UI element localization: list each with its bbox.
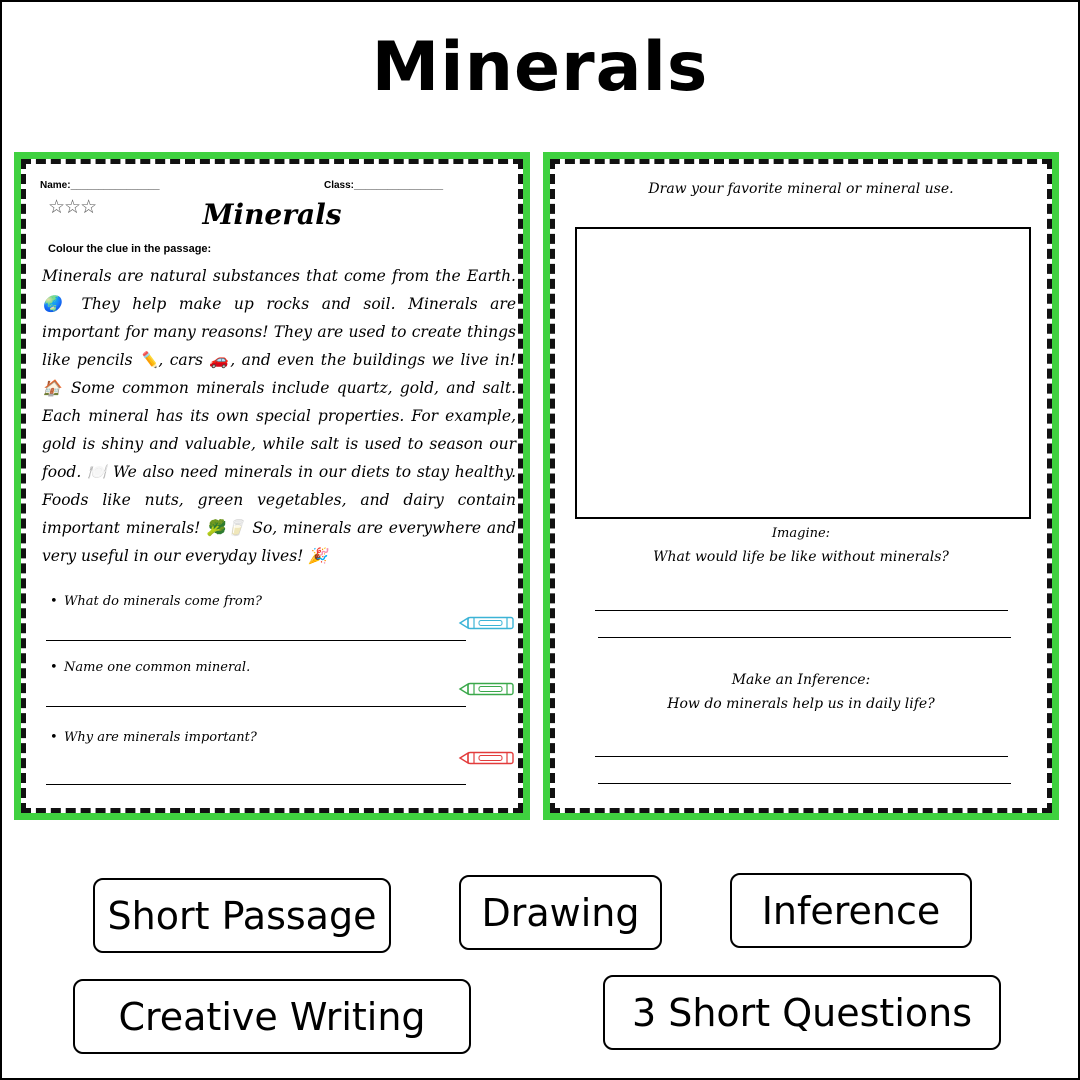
crayon-blue-icon: [458, 615, 516, 631]
answer-line-1[interactable]: [46, 640, 466, 641]
crayon-red-icon: [458, 750, 516, 766]
imagine-question: What would life be like without minerals?: [653, 549, 949, 565]
imagine-heading: Imagine:: [771, 526, 831, 541]
question-1-text: What do minerals come from?: [64, 594, 263, 609]
worksheet-title: Minerals: [202, 198, 342, 231]
worksheet-preview-passage[interactable]: [14, 152, 530, 820]
drawing-box[interactable]: [575, 227, 1031, 519]
page-title: Minerals: [371, 28, 709, 107]
draw-prompt: Draw your favorite mineral or mineral use.: [648, 181, 954, 197]
tag-inference: Inference: [730, 873, 972, 948]
rating-stars-icon: ☆☆☆: [48, 197, 97, 218]
inference-answer-line-2[interactable]: [598, 783, 1011, 784]
instruction-text: Colour the clue in the passage:: [48, 243, 212, 255]
worksheet-page: [21, 159, 523, 813]
question-3: • Why are minerals important?: [50, 730, 257, 745]
question-1: • What do minerals come from?: [50, 594, 263, 609]
question-2-text: Name one common mineral.: [64, 660, 251, 675]
crayon-green-icon: [458, 681, 516, 697]
tag-drawing: Drawing: [459, 875, 662, 950]
inference-heading: Make an Inference:: [731, 672, 871, 688]
class-field-label: Class:________________: [324, 180, 443, 191]
tag-3-short-questions: 3 Short Questions: [603, 975, 1001, 1050]
inference-answer-line-1[interactable]: [595, 756, 1008, 757]
question-3-text: Why are minerals important?: [64, 730, 257, 745]
question-2: • Name one common mineral.: [50, 660, 251, 675]
name-field-label: Name:________________: [40, 180, 160, 191]
activity-page: [550, 159, 1052, 813]
answer-line-2[interactable]: [46, 706, 466, 707]
tag-creative-writing: Creative Writing: [73, 979, 471, 1054]
worksheet-preview-activity[interactable]: [543, 152, 1059, 820]
imagine-answer-line-1[interactable]: [595, 610, 1008, 611]
tag-short-passage: Short Passage: [93, 878, 391, 953]
answer-line-3[interactable]: [46, 784, 466, 785]
imagine-answer-line-2[interactable]: [598, 637, 1011, 638]
inference-question: How do minerals help us in daily life?: [667, 696, 935, 712]
reading-passage: Minerals are natural substances that come from the Earth. 🌏 They help make up rocks and soil. Minerals are important for many reasons! They are used to create things like pencils ✏️, cars 🚗, and even the buildings we live in! 🏠 Some common minerals include quartz, gold, and salt. Each mineral has its own special properties. For example, gold is shiny and valuable, while salt is used to season our food. 🍽️ We also need minerals in our diets to stay healthy. Foods like nuts, green vegetables, and dairy contain important minerals! 🥦🥛 So, minerals are everywhere and very useful in our everyday lives! 🎉: [42, 267, 516, 565]
